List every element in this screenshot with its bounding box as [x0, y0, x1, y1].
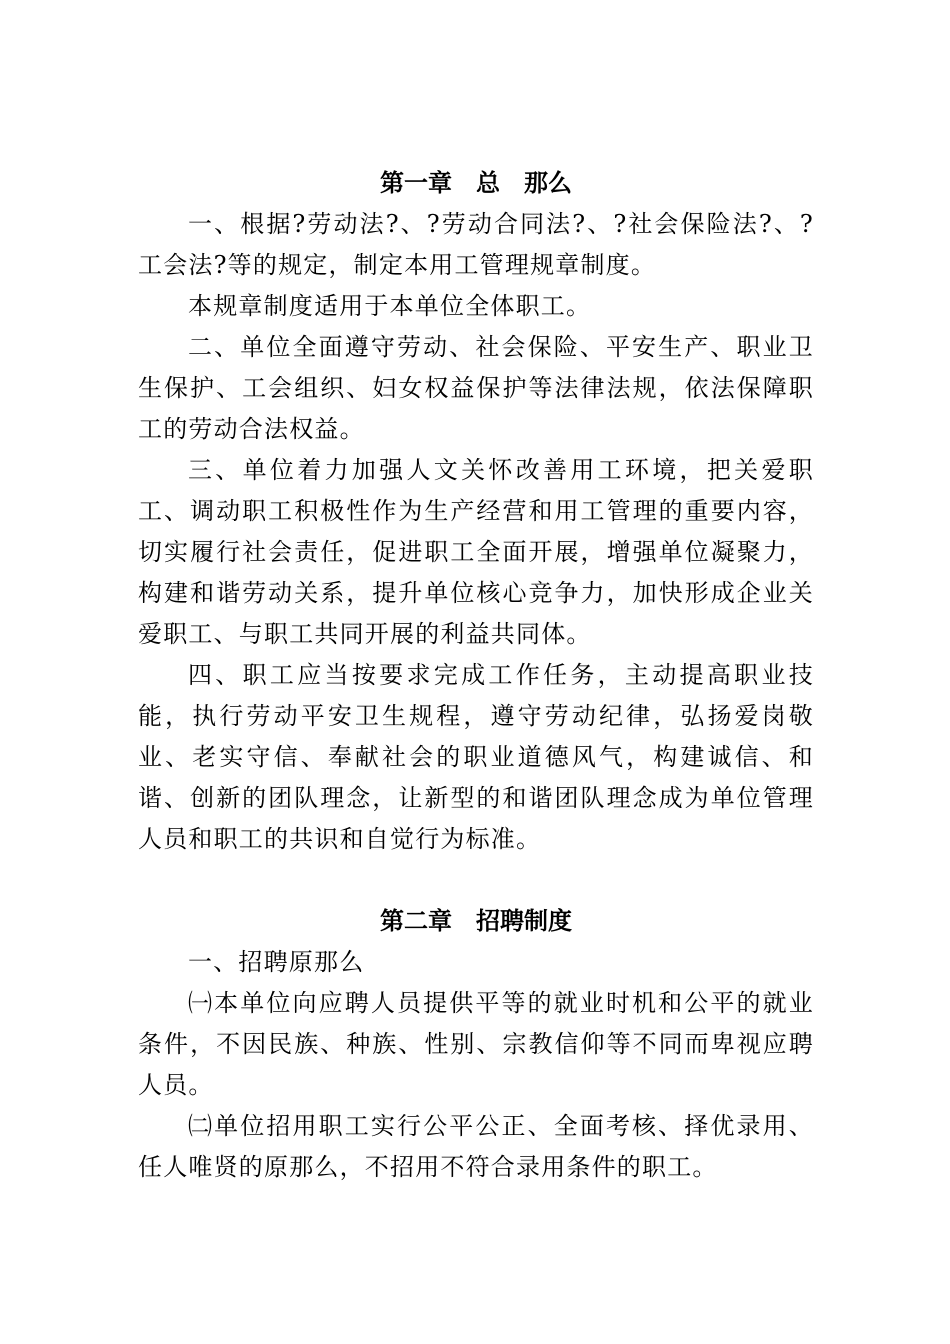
chapter-2-title: 第二章 招聘制度 [380, 907, 572, 935]
section-gap [138, 860, 814, 900]
chapter-1-title: 第一章 总 那么 [380, 169, 572, 197]
chapter-1-paragraph: 四、职工应当按要求完成工作任务，主动提高职业技能，执行劳动平安卫生规程，遵守劳动纪律，弘扬爱岗敬业、老实守信、奉献社会的职业道德风气，构建诚信、和谐、创新的团队理念，让新型的和谐团队理念成为单位管理人员和职工的共识和自觉行为标准。 [138, 661, 814, 853]
chapter-1-paragraph: 一、根据?劳动法?、?劳动合同法?、?社会保险法?、?工会法?等的规定，制定本用工管理规章制度。 [138, 210, 815, 279]
chapter-2-paragraph: ㈡单位招用职工实行公平公正、全面考核、择优录用、任人唯贤的原那么，不招用不符合录用条件的职工。 [138, 1112, 814, 1181]
chapter-1-paragraph: 三、单位着力加强人文关怀改善用工环境，把关爱职工、调动职工积极性作为生产经营和用工管理的重要内容，切实履行社会责任，促进职工全面开展，增强单位凝聚力，构建和谐劳动关系，提升单位核心竞争力，加快形成企业关爱职工、与职工共同开展的利益共同体。 [138, 456, 814, 648]
chapter-1-paragraph: 本规章制度适用于本单位全体职工。 [188, 292, 592, 320]
chapter-2-paragraph: 一、招聘原那么 [188, 948, 365, 976]
chapter-1-paragraph: 二、单位全面遵守劳动、社会保险、平安生产、职业卫生保护、工会组织、妇女权益保护等法律法规，依法保障职工的劳动合法权益。 [138, 333, 814, 443]
document-body [138, 162, 814, 1188]
chapter-2-paragraph: ㈠本单位向应聘人员提供平等的就业时机和公平的就业条件，不因民族、种族、性别、宗教信仰等不同而卑视应聘人员。 [138, 989, 814, 1099]
